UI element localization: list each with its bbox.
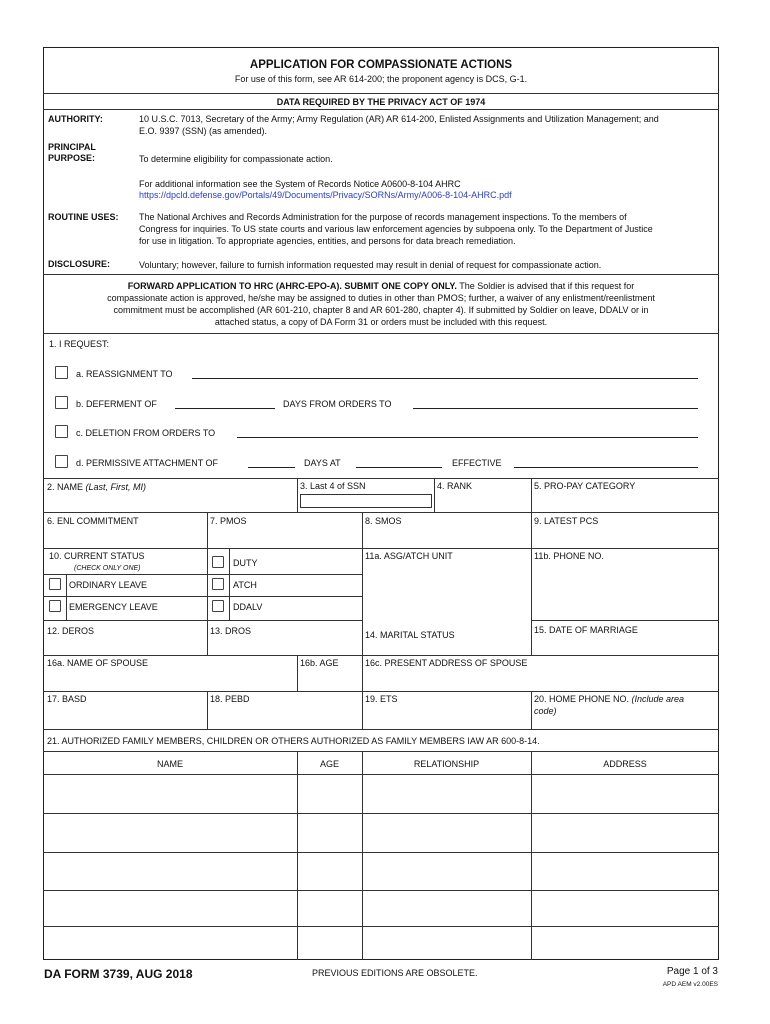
authority-text-1: 10 U.S.C. 7013, Secretary of the Army; Army Regulation (AR) AR 614-200, Enlisted Assignments and Utilization Management; and [139, 114, 659, 124]
name-label: 2. NAME (Last, First, MI) [47, 482, 147, 492]
attachment-checkbox[interactable] [55, 455, 68, 468]
marital-status-label: 14. MARITAL STATUS [365, 630, 455, 640]
spouse-name-label: 16a. NAME OF SPOUSE [47, 658, 149, 668]
forward-line-1: FORWARD APPLICATION TO HRC (AHRC-EPO-A). SUBMIT ONE COPY ONLY. The Soldier is advised that if this request for [127, 281, 635, 291]
page-number: Page 1 of 3 [666, 966, 718, 977]
authority-text-2: E.O. 9397 (SSN) (as amended). [139, 126, 268, 136]
check-only-one: (CHECK ONLY ONE) [74, 565, 141, 572]
spouse-age-label: 16b. AGE [300, 658, 339, 668]
atch-checkbox[interactable] [212, 578, 224, 590]
deros-label: 12. DEROS [47, 626, 95, 636]
home-phone-label: 20. HOME PHONE NO. (Include area [534, 694, 685, 704]
forward-line-3: commitment must be accomplished (AR 601-210, chapter 8 and AR 601-280, chapter 4). If submitted by Soldier on leave, DDALV or in [113, 305, 649, 315]
reassignment-checkbox[interactable] [55, 366, 68, 379]
forward-line-4: attached status, a copy of DA Form 31 or orders must be included with this request. [214, 317, 548, 327]
ddalv-label: DDALV [233, 602, 263, 612]
basd-label: 17. BASD [47, 694, 87, 704]
request-label: 1. I REQUEST: [49, 339, 110, 349]
additional-info: For additional information see the System of Records Notice A0600-8-104 AHRC [139, 179, 461, 189]
disclosure-text: Voluntary; however, failure to furnish information requested may result in denial of request for compassionate action. [139, 260, 602, 270]
effective-input[interactable] [514, 467, 698, 468]
days-from-orders-label: DAYS FROM ORDERS TO [283, 399, 392, 409]
ssn-label: 3. Last 4 of SSN [300, 481, 366, 491]
family-col-name: NAME [156, 759, 183, 769]
enl-commitment-label: 6. ENL COMMITMENT [47, 516, 139, 526]
rank-label: 4. RANK [437, 481, 473, 491]
ssn-input[interactable] [300, 494, 432, 508]
effective-label: EFFECTIVE [452, 458, 502, 468]
latest-pcs-label: 9. LATEST PCS [534, 516, 599, 526]
form-title: APPLICATION FOR COMPASSIONATE ACTIONS [249, 59, 513, 71]
family-col-age: AGE [319, 759, 339, 769]
family-label: 21. AUTHORIZED FAMILY MEMBERS, CHILDREN OR OTHERS AUTHORIZED AS FAMILY MEMBERS IAW AR 600-8-14. [47, 736, 540, 746]
pmos-label: 7. PMOS [210, 516, 247, 526]
previous-editions: PREVIOUS EDITIONS ARE OBSOLETE. [312, 968, 478, 978]
reassignment-label: a. REASSIGNMENT TO [76, 369, 173, 379]
disclosure-label: DISCLOSURE: [48, 259, 111, 269]
attachment-label: d. PERMISSIVE ATTACHMENT OF [76, 458, 219, 468]
ordinary-leave-label: ORDINARY LEAVE [69, 580, 148, 590]
emergency-leave-checkbox[interactable] [49, 600, 61, 612]
family-row[interactable] [44, 814, 297, 851]
family-row[interactable] [44, 927, 297, 959]
deferment-checkbox[interactable] [55, 396, 68, 409]
days-at-label: DAYS AT [304, 458, 341, 468]
routine-text-3: for use in litigation. To appropriate agencies, entities, and persons for data breach remediation. [139, 236, 516, 246]
forward-line-2: compassionate action is approved, he/she may be assigned to duties in other than PMOS; further, a waiver of any enlistment/reenlistment [107, 293, 655, 303]
duty-checkbox[interactable] [212, 556, 224, 568]
family-col-address: ADDRESS [603, 759, 647, 769]
deletion-checkbox[interactable] [55, 425, 68, 438]
smos-label: 8. SMOS [365, 516, 402, 526]
family-row[interactable] [44, 775, 297, 812]
spouse-address-label: 16c. PRESENT ADDRESS OF SPOUSE [365, 658, 528, 668]
marriage-date-label: 15. DATE OF MARRIAGE [534, 625, 638, 635]
version: APD AEM v2.00ES [662, 981, 718, 988]
home-phone-label-2: code) [534, 706, 557, 716]
emergency-leave-label: EMERGENCY LEAVE [69, 602, 158, 612]
ddalv-checkbox[interactable] [212, 600, 224, 612]
dros-label: 13. DROS [210, 626, 252, 636]
deferment-label: b. DEFERMENT OF [76, 399, 157, 409]
principal-label: PRINCIPAL [48, 142, 96, 152]
privacy-heading: DATA REQUIRED BY THE PRIVACY ACT OF 1974 [276, 97, 486, 107]
phone-label: 11b. PHONE NO. [534, 551, 604, 561]
propay-label: 5. PRO-PAY CATEGORY [534, 481, 636, 491]
routine-text-1: The National Archives and Records Administration for the purpose of records management inspections. To the members of [139, 212, 627, 222]
deletion-input[interactable] [237, 437, 698, 438]
ordinary-leave-checkbox[interactable] [49, 578, 61, 590]
purpose-label: PURPOSE: [48, 153, 96, 163]
attachment-location-input[interactable] [356, 467, 442, 468]
attachment-days-input[interactable] [248, 467, 295, 468]
authority-label: AUTHORITY: [48, 114, 103, 124]
family-col-relationship: RELATIONSHIP [413, 759, 480, 769]
duty-label: DUTY [233, 558, 258, 568]
deferment-days-input[interactable] [175, 408, 275, 409]
form-id: DA FORM 3739, AUG 2018 [44, 967, 193, 981]
family-row[interactable] [44, 891, 297, 925]
sorn-link[interactable]: https://dpcld.defense.gov/Portals/49/Documents/Privacy/SORNs/Army/A006-8-104-AHRC.pdf [139, 190, 512, 200]
principal-text: To determine eligibility for compassionate action. [139, 154, 333, 164]
pebd-label: 18. PEBD [210, 694, 250, 704]
ets-label: 19. ETS [365, 694, 398, 704]
asg-unit-label: 11a. ASG/ATCH UNIT [365, 551, 453, 561]
form-subtitle: For use of this form, see AR 614-200; the proponent agency is DCS, G-1. [234, 74, 528, 84]
reassignment-input[interactable] [192, 378, 698, 379]
deletion-label: c. DELETION FROM ORDERS TO [76, 428, 216, 438]
routine-text-2: Congress for inquiries. To US state courts and various law enforcement agencies by subpoena only. To the Department of Justice [139, 224, 653, 234]
current-status-label: 10. CURRENT STATUS [49, 551, 145, 561]
family-row[interactable] [44, 853, 297, 890]
routine-uses-label: ROUTINE USES: [48, 212, 119, 222]
deferment-orders-input[interactable] [413, 408, 698, 409]
atch-label: ATCH [233, 580, 257, 590]
